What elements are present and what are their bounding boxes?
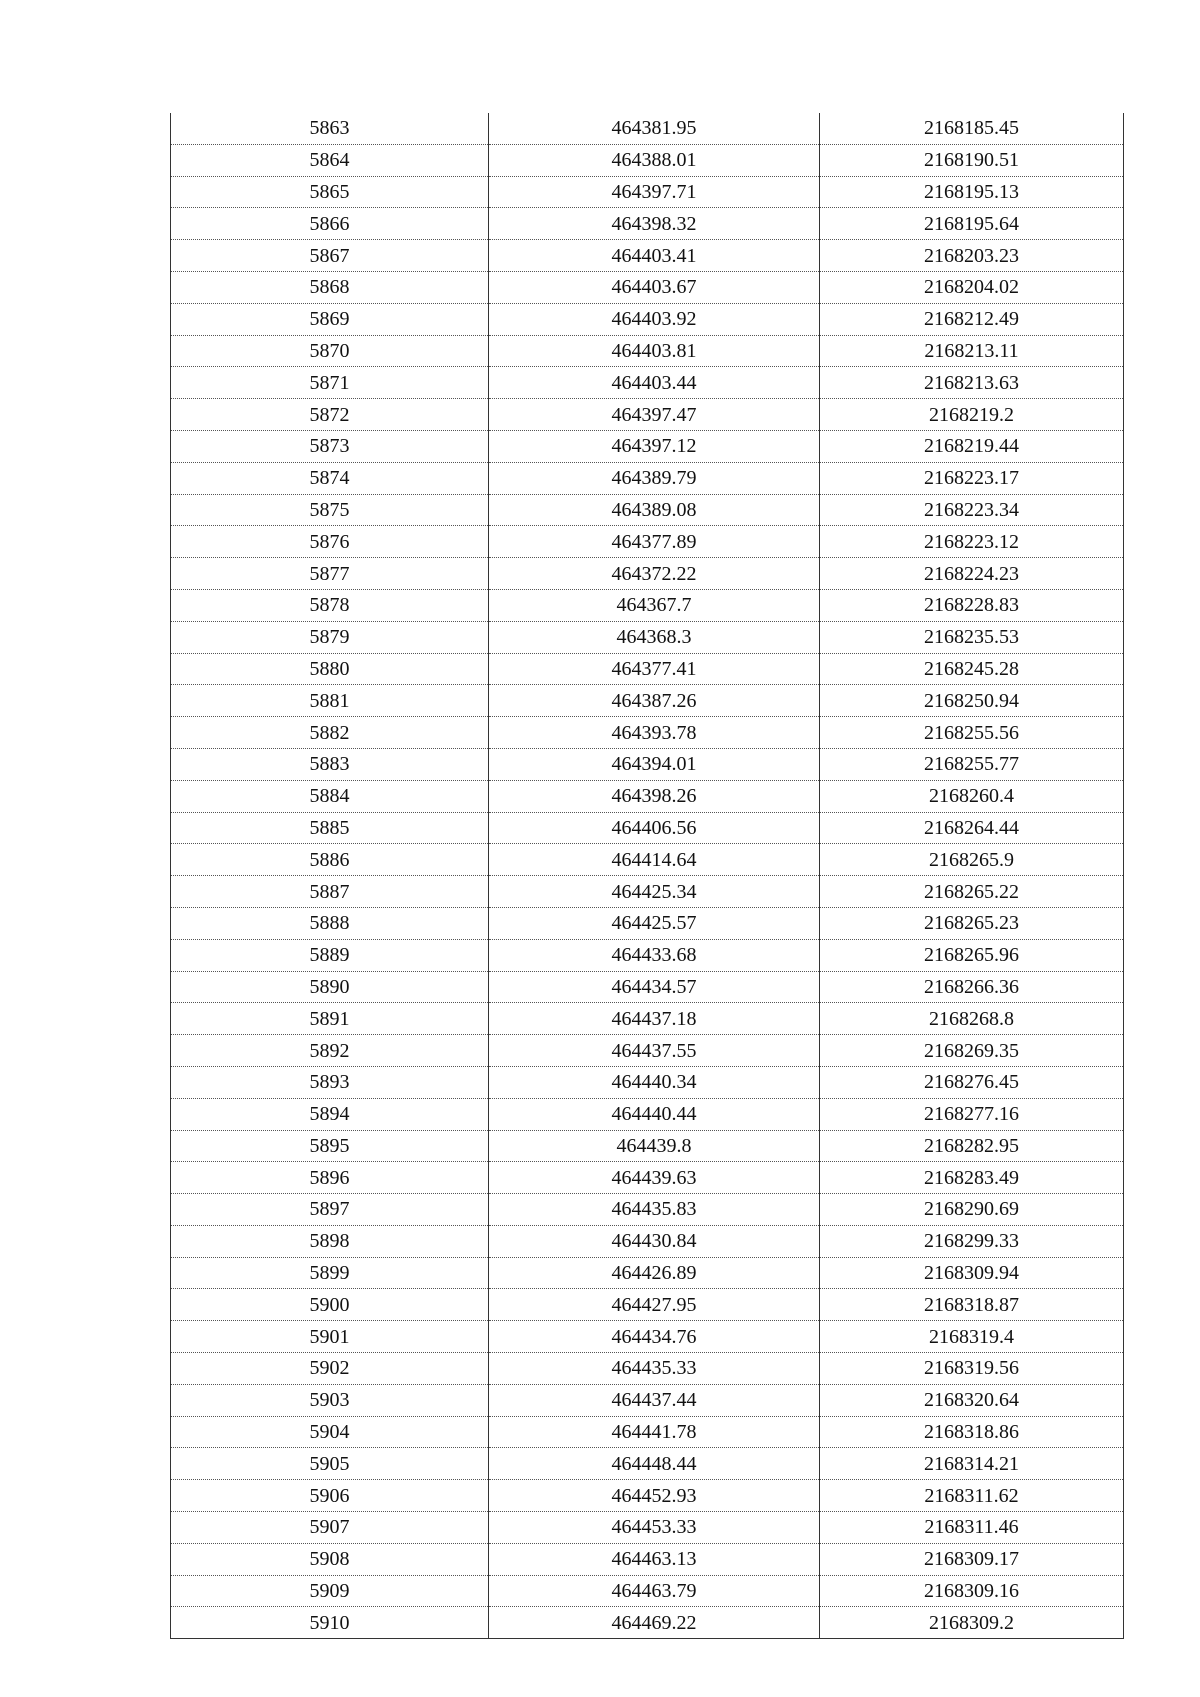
point-number-cell: 5905 xyxy=(171,1448,489,1480)
x-coordinate-cell: 464403.41 xyxy=(489,240,820,272)
y-coordinate-cell: 2168290.69 xyxy=(820,1194,1124,1226)
x-coordinate-cell: 464434.57 xyxy=(489,971,820,1003)
x-coordinate-cell: 464448.44 xyxy=(489,1448,820,1480)
point-number-cell: 5868 xyxy=(171,271,489,303)
y-coordinate-cell: 2168283.49 xyxy=(820,1162,1124,1194)
point-number-cell: 5898 xyxy=(171,1225,489,1257)
point-number-cell: 5871 xyxy=(171,367,489,399)
point-number-cell: 5892 xyxy=(171,1035,489,1067)
point-number-cell: 5879 xyxy=(171,621,489,653)
table-row xyxy=(171,844,1124,876)
point-number-cell: 5894 xyxy=(171,1098,489,1130)
x-coordinate-cell: 464452.93 xyxy=(489,1480,820,1512)
table-row xyxy=(171,780,1124,812)
point-number-cell: 5865 xyxy=(171,176,489,208)
y-coordinate-cell: 2168195.64 xyxy=(820,208,1124,240)
y-coordinate-cell: 2168309.16 xyxy=(820,1575,1124,1607)
table-row xyxy=(171,1353,1124,1385)
x-coordinate-cell: 464437.44 xyxy=(489,1384,820,1416)
x-coordinate-cell: 464398.32 xyxy=(489,208,820,240)
table-row xyxy=(171,430,1124,462)
table-row xyxy=(171,1130,1124,1162)
point-number-cell: 5897 xyxy=(171,1194,489,1226)
x-coordinate-cell: 464427.95 xyxy=(489,1289,820,1321)
point-number-cell: 5889 xyxy=(171,939,489,971)
table-row xyxy=(171,1480,1124,1512)
y-coordinate-cell: 2168311.46 xyxy=(820,1512,1124,1544)
point-number-cell: 5883 xyxy=(171,748,489,780)
point-number-cell: 5873 xyxy=(171,430,489,462)
point-number-cell: 5874 xyxy=(171,462,489,494)
table-row xyxy=(171,1448,1124,1480)
y-coordinate-cell: 2168264.44 xyxy=(820,812,1124,844)
point-number-cell: 5902 xyxy=(171,1353,489,1385)
y-coordinate-cell: 2168203.23 xyxy=(820,240,1124,272)
x-coordinate-cell: 464440.34 xyxy=(489,1066,820,1098)
point-number-cell: 5877 xyxy=(171,558,489,590)
y-coordinate-cell: 2168228.83 xyxy=(820,589,1124,621)
x-coordinate-cell: 464403.44 xyxy=(489,367,820,399)
y-coordinate-cell: 2168269.35 xyxy=(820,1035,1124,1067)
y-coordinate-cell: 2168314.21 xyxy=(820,1448,1124,1480)
point-number-cell: 5870 xyxy=(171,335,489,367)
point-number-cell: 5881 xyxy=(171,685,489,717)
y-coordinate-cell: 2168245.28 xyxy=(820,653,1124,685)
y-coordinate-cell: 2168219.2 xyxy=(820,399,1124,431)
table-row xyxy=(171,1098,1124,1130)
table-row xyxy=(171,1066,1124,1098)
x-coordinate-cell: 464437.18 xyxy=(489,1003,820,1035)
y-coordinate-cell: 2168185.45 xyxy=(820,113,1124,144)
table-row xyxy=(171,1543,1124,1575)
point-number-cell: 5863 xyxy=(171,113,489,144)
table-row xyxy=(171,589,1124,621)
point-number-cell: 5869 xyxy=(171,303,489,335)
x-coordinate-cell: 464389.79 xyxy=(489,462,820,494)
y-coordinate-cell: 2168319.4 xyxy=(820,1321,1124,1353)
table-row xyxy=(171,303,1124,335)
y-coordinate-cell: 2168223.12 xyxy=(820,526,1124,558)
x-coordinate-cell: 464425.34 xyxy=(489,876,820,908)
y-coordinate-cell: 2168277.16 xyxy=(820,1098,1124,1130)
point-number-cell: 5910 xyxy=(171,1607,489,1639)
table-row xyxy=(171,907,1124,939)
point-number-cell: 5884 xyxy=(171,780,489,812)
y-coordinate-cell: 2168224.23 xyxy=(820,558,1124,590)
table-row xyxy=(171,494,1124,526)
x-coordinate-cell: 464463.13 xyxy=(489,1543,820,1575)
y-coordinate-cell: 2168235.53 xyxy=(820,621,1124,653)
point-number-cell: 5888 xyxy=(171,907,489,939)
point-number-cell: 5903 xyxy=(171,1384,489,1416)
table-row xyxy=(171,271,1124,303)
point-number-cell: 5885 xyxy=(171,812,489,844)
x-coordinate-cell: 464403.92 xyxy=(489,303,820,335)
table-row xyxy=(171,1225,1124,1257)
y-coordinate-cell: 2168266.36 xyxy=(820,971,1124,1003)
y-coordinate-cell: 2168265.96 xyxy=(820,939,1124,971)
coordinates-table xyxy=(170,113,1124,1639)
table-row xyxy=(171,1162,1124,1194)
x-coordinate-cell: 464430.84 xyxy=(489,1225,820,1257)
y-coordinate-cell: 2168195.13 xyxy=(820,176,1124,208)
point-number-cell: 5880 xyxy=(171,653,489,685)
x-coordinate-cell: 464377.41 xyxy=(489,653,820,685)
table-row xyxy=(171,1321,1124,1353)
table-row xyxy=(171,1289,1124,1321)
x-coordinate-cell: 464453.33 xyxy=(489,1512,820,1544)
y-coordinate-cell: 2168319.56 xyxy=(820,1353,1124,1385)
x-coordinate-cell: 464406.56 xyxy=(489,812,820,844)
table-row xyxy=(171,971,1124,1003)
x-coordinate-cell: 464439.8 xyxy=(489,1130,820,1162)
point-number-cell: 5906 xyxy=(171,1480,489,1512)
table-row xyxy=(171,939,1124,971)
y-coordinate-cell: 2168255.56 xyxy=(820,717,1124,749)
table-row xyxy=(171,144,1124,176)
point-number-cell: 5907 xyxy=(171,1512,489,1544)
y-coordinate-cell: 2168255.77 xyxy=(820,748,1124,780)
table-row xyxy=(171,558,1124,590)
x-coordinate-cell: 464437.55 xyxy=(489,1035,820,1067)
point-number-cell: 5891 xyxy=(171,1003,489,1035)
table-row xyxy=(171,1575,1124,1607)
x-coordinate-cell: 464397.71 xyxy=(489,176,820,208)
y-coordinate-cell: 2168299.33 xyxy=(820,1225,1124,1257)
table-row xyxy=(171,812,1124,844)
table-row xyxy=(171,1194,1124,1226)
y-coordinate-cell: 2168276.45 xyxy=(820,1066,1124,1098)
x-coordinate-cell: 464398.26 xyxy=(489,780,820,812)
x-coordinate-cell: 464463.79 xyxy=(489,1575,820,1607)
y-coordinate-cell: 2168223.17 xyxy=(820,462,1124,494)
table-row xyxy=(171,208,1124,240)
x-coordinate-cell: 464387.26 xyxy=(489,685,820,717)
point-number-cell: 5866 xyxy=(171,208,489,240)
y-coordinate-cell: 2168309.2 xyxy=(820,1607,1124,1639)
table-row xyxy=(171,1003,1124,1035)
y-coordinate-cell: 2168219.44 xyxy=(820,430,1124,462)
point-number-cell: 5896 xyxy=(171,1162,489,1194)
table-row xyxy=(171,1607,1124,1639)
point-number-cell: 5895 xyxy=(171,1130,489,1162)
x-coordinate-cell: 464381.95 xyxy=(489,113,820,144)
table-row xyxy=(171,748,1124,780)
x-coordinate-cell: 464397.12 xyxy=(489,430,820,462)
y-coordinate-cell: 2168282.95 xyxy=(820,1130,1124,1162)
table-row xyxy=(171,176,1124,208)
table-row xyxy=(171,113,1124,144)
point-number-cell: 5878 xyxy=(171,589,489,621)
y-coordinate-cell: 2168213.63 xyxy=(820,367,1124,399)
y-coordinate-cell: 2168320.64 xyxy=(820,1384,1124,1416)
x-coordinate-cell: 464434.76 xyxy=(489,1321,820,1353)
point-number-cell: 5904 xyxy=(171,1416,489,1448)
y-coordinate-cell: 2168309.17 xyxy=(820,1543,1124,1575)
y-coordinate-cell: 2168265.9 xyxy=(820,844,1124,876)
x-coordinate-cell: 464439.63 xyxy=(489,1162,820,1194)
y-coordinate-cell: 2168212.49 xyxy=(820,303,1124,335)
point-number-cell: 5872 xyxy=(171,399,489,431)
point-number-cell: 5900 xyxy=(171,1289,489,1321)
y-coordinate-cell: 2168318.87 xyxy=(820,1289,1124,1321)
point-number-cell: 5886 xyxy=(171,844,489,876)
x-coordinate-cell: 464435.83 xyxy=(489,1194,820,1226)
table-row xyxy=(171,335,1124,367)
point-number-cell: 5890 xyxy=(171,971,489,1003)
x-coordinate-cell: 464440.44 xyxy=(489,1098,820,1130)
point-number-cell: 5876 xyxy=(171,526,489,558)
x-coordinate-cell: 464435.33 xyxy=(489,1353,820,1385)
point-number-cell: 5899 xyxy=(171,1257,489,1289)
table-row xyxy=(171,1257,1124,1289)
y-coordinate-cell: 2168311.62 xyxy=(820,1480,1124,1512)
table-row xyxy=(171,717,1124,749)
y-coordinate-cell: 2168268.8 xyxy=(820,1003,1124,1035)
y-coordinate-cell: 2168265.23 xyxy=(820,907,1124,939)
table-row xyxy=(171,399,1124,431)
x-coordinate-cell: 464403.67 xyxy=(489,271,820,303)
x-coordinate-cell: 464367.7 xyxy=(489,589,820,621)
table-row xyxy=(171,367,1124,399)
y-coordinate-cell: 2168223.34 xyxy=(820,494,1124,526)
point-number-cell: 5909 xyxy=(171,1575,489,1607)
x-coordinate-cell: 464389.08 xyxy=(489,494,820,526)
point-number-cell: 5887 xyxy=(171,876,489,908)
y-coordinate-cell: 2168260.4 xyxy=(820,780,1124,812)
x-coordinate-cell: 464393.78 xyxy=(489,717,820,749)
x-coordinate-cell: 464377.89 xyxy=(489,526,820,558)
table-row xyxy=(171,685,1124,717)
x-coordinate-cell: 464403.81 xyxy=(489,335,820,367)
y-coordinate-cell: 2168213.11 xyxy=(820,335,1124,367)
point-number-cell: 5867 xyxy=(171,240,489,272)
x-coordinate-cell: 464388.01 xyxy=(489,144,820,176)
x-coordinate-cell: 464368.3 xyxy=(489,621,820,653)
point-number-cell: 5893 xyxy=(171,1066,489,1098)
table-row xyxy=(171,462,1124,494)
table-row xyxy=(171,240,1124,272)
table-row xyxy=(171,1384,1124,1416)
y-coordinate-cell: 2168309.94 xyxy=(820,1257,1124,1289)
y-coordinate-cell: 2168250.94 xyxy=(820,685,1124,717)
x-coordinate-cell: 464394.01 xyxy=(489,748,820,780)
y-coordinate-cell: 2168204.02 xyxy=(820,271,1124,303)
x-coordinate-cell: 464414.64 xyxy=(489,844,820,876)
table-row xyxy=(171,653,1124,685)
table-row xyxy=(171,876,1124,908)
point-number-cell: 5908 xyxy=(171,1543,489,1575)
x-coordinate-cell: 464425.57 xyxy=(489,907,820,939)
table-row xyxy=(171,1035,1124,1067)
point-number-cell: 5901 xyxy=(171,1321,489,1353)
x-coordinate-cell: 464469.22 xyxy=(489,1607,820,1639)
table-row xyxy=(171,621,1124,653)
table-row xyxy=(171,526,1124,558)
x-coordinate-cell: 464397.47 xyxy=(489,399,820,431)
x-coordinate-cell: 464372.22 xyxy=(489,558,820,590)
point-number-cell: 5882 xyxy=(171,717,489,749)
x-coordinate-cell: 464433.68 xyxy=(489,939,820,971)
y-coordinate-cell: 2168190.51 xyxy=(820,144,1124,176)
table-row xyxy=(171,1416,1124,1448)
y-coordinate-cell: 2168265.22 xyxy=(820,876,1124,908)
x-coordinate-cell: 464426.89 xyxy=(489,1257,820,1289)
coordinates-table-body xyxy=(171,113,1124,1639)
table-row xyxy=(171,1512,1124,1544)
point-number-cell: 5864 xyxy=(171,144,489,176)
x-coordinate-cell: 464441.78 xyxy=(489,1416,820,1448)
point-number-cell: 5875 xyxy=(171,494,489,526)
y-coordinate-cell: 2168318.86 xyxy=(820,1416,1124,1448)
